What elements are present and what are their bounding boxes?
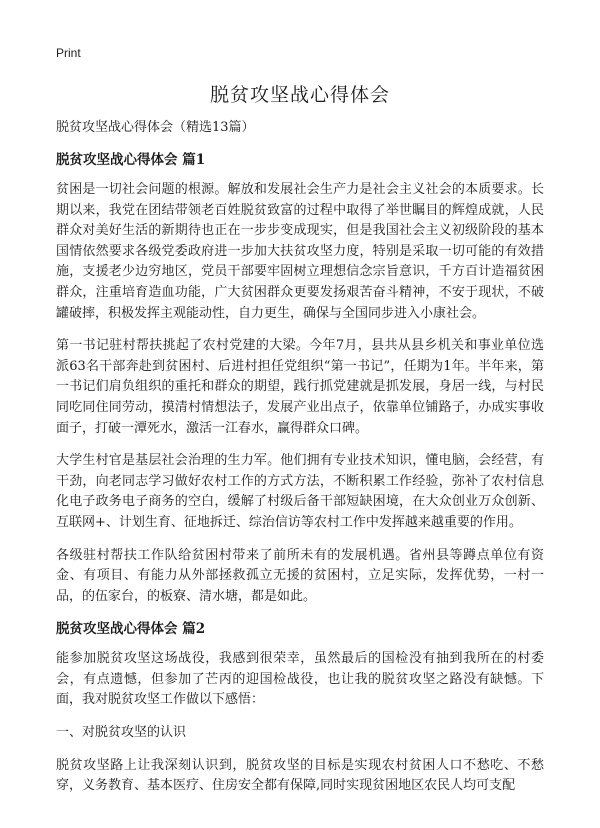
paragraph: 贫困是一切社会问题的根源。解放和发展社会生产力是社会主义社会的本质要求。长期以来，我党在团结带领老百姓脱贫致富的过程中取得了举世瞩目的辉煌成就，人民群众对美好生活的新期待也正在一步步变成现实，但是我国社会主义初级阶段的基本国情依然要求各级党委政府进一步加大扶贫攻坚力度，特别是采取一切可能的有效措施，支援老少边穷地区，党员干部要牢固树立理想信念宗旨意识，千方百计造福贫困群众，注重培育造血功能，广大贫困群众更要发扬艰苦奋斗精神，不安于现状，不破罐破摔，积极发挥主观能动性，自力更生，确保与全国同步进入小康社会。 xyxy=(56,182,544,321)
section-1 xyxy=(56,150,544,607)
print-link[interactable]: Print xyxy=(56,46,81,60)
section-heading: 脱贫攻坚战心得体会 篇1 xyxy=(56,152,206,168)
section-heading: 脱贫攻坚战心得体会 篇2 xyxy=(56,621,206,638)
paragraph: 脱贫攻坚路上让我深刻认识到，脱贫攻坚的目标是实现农村贫困人口不愁吃、不愁穿，义务教育、基本医疗、住房安全都有保障,同时实现贫困地区农民人均可支配 xyxy=(56,757,544,794)
paragraph: 大学生村官是基层社会治理的生力军。他们拥有专业技术知识，懂电脑，会经营，有干劲，向老同志学习做好农村工作的方式方法，不断积累工作经验，弥补了农村信息化电子政务电子商务的空白，缓解了村级后备干部短缺困境，在大众创业万众创新、互联网+、计划生育、征地拆迁、综治信访等农村工作中发挥越来越重要的作用。 xyxy=(56,453,544,530)
paragraph: 能参加脱贫攻坚这场战役，我感到很荣幸，虽然最后的国检没有抽到我所在的村委会，有点遗憾，但参加了芒丙的迎国检战役，也让我的脱贫攻坚之路没有缺憾。下面，我对脱贫攻坚工作做以下感悟： xyxy=(56,651,544,708)
document-title: 脱贫攻坚战心得体会 xyxy=(209,84,390,106)
paragraph: 第一书记驻村帮扶挑起了农村党建的大梁。今年7月，县共从县乡机关和事业单位选派63名干部奔赴到贫困村、后进村担任党组织“第一书记”，任期为1年。半年来，第一书记们肩负组织的重托和群众的期望，践行抓党建就是抓发展，身居一线，与村民同吃同住同劳动，摸清村情想法子，发展产业出点子，依靠单位铺路子，办成实事收面子，打破一潭死水，激活一江春水，赢得群众口碑。 xyxy=(56,338,544,436)
paragraph: 各级驻村帮扶工作队给贫困村带来了前所未有的发展机遇。省州县等蹲点单位有资金、有项目、有能力从外部拯救孤立无援的贫困村，立足实际，发挥优势，一村一品，的伍家台，的板寮、清水塘，都是如此。 xyxy=(56,547,544,604)
section-2 xyxy=(56,619,544,797)
document-subtitle: 脱贫攻坚战心得体会（精选13篇） xyxy=(56,120,255,135)
document-body xyxy=(56,118,544,809)
sub-heading: 一、对脱贫攻坚的认识 xyxy=(56,725,187,741)
